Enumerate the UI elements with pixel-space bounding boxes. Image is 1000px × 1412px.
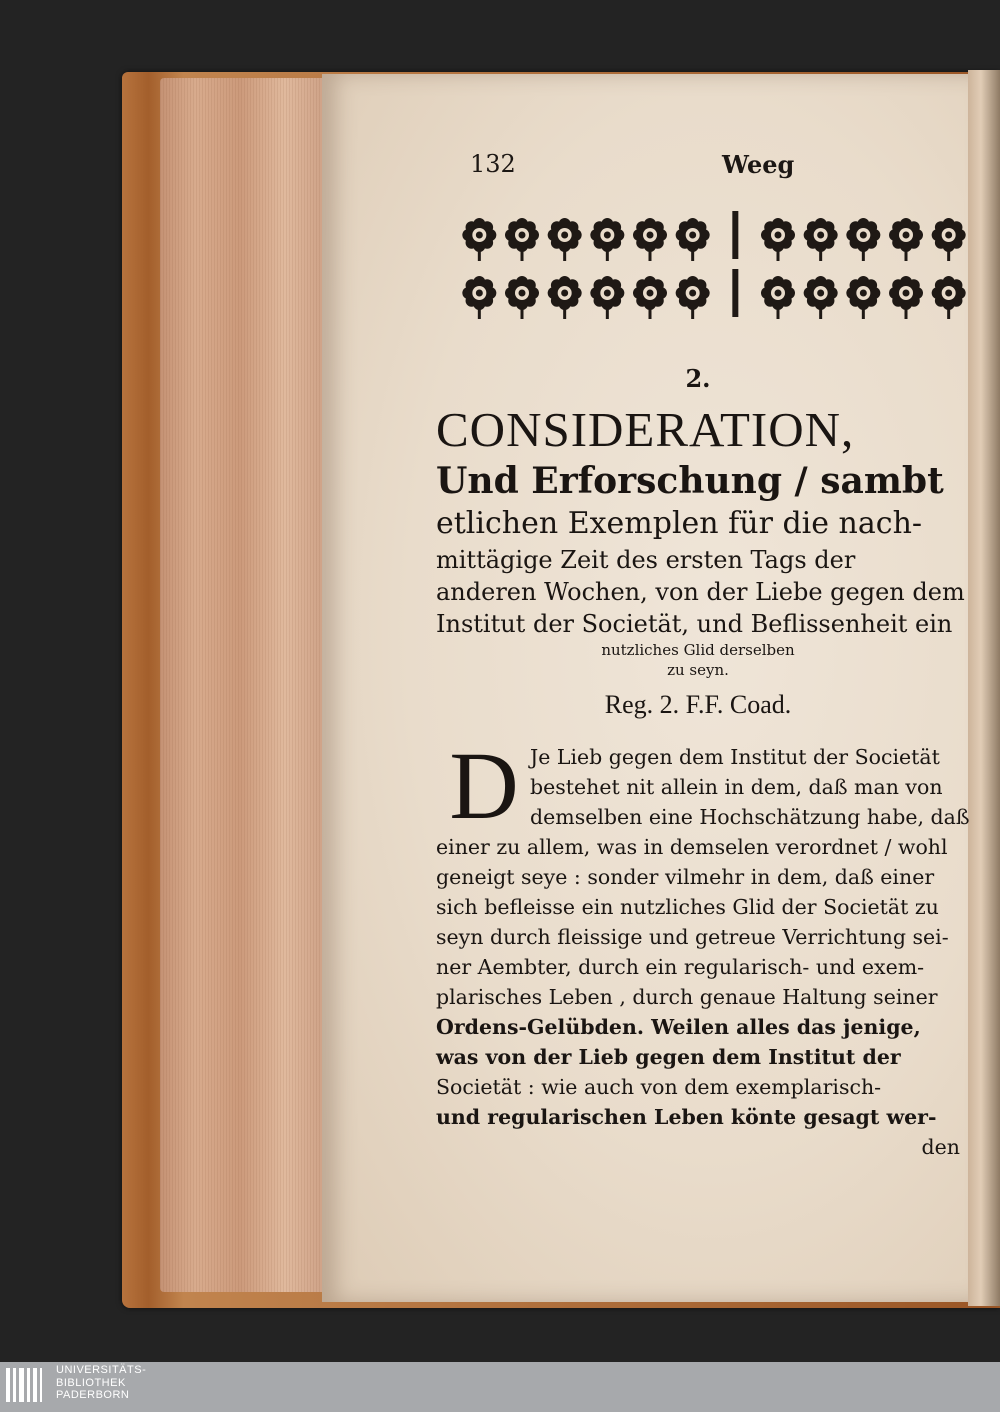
ornament-flower: [846, 276, 880, 319]
running-head-word: Weeg: [722, 150, 795, 179]
heading-line-1: Und Erforschung / sambt: [436, 460, 944, 502]
ornament-flower: [846, 218, 880, 261]
facing-page-edge: [968, 70, 1000, 1306]
body-line-catchword: den: [921, 1135, 960, 1159]
heading-main: CONSIDERATION,: [436, 402, 855, 457]
body-line: seyn durch fleissige und getreue Verrichtung sei-: [436, 925, 949, 949]
library-logo-icon: [4, 1364, 50, 1406]
logo-line-2: BIBLIOTHEK: [56, 1376, 126, 1389]
body-line: geneigt seye : sonder vilmehr in dem, daß einer: [436, 865, 935, 889]
text-block: [436, 364, 970, 1162]
ornament-flower: [732, 211, 738, 259]
drop-cap: D: [449, 732, 519, 839]
ornament-flower: [676, 218, 710, 261]
page-number: 132: [470, 150, 516, 178]
heading-line-4: anderen Wochen, von der Liebe gegen dem: [436, 578, 965, 606]
ornament-flowers: [458, 205, 970, 323]
body-line: und regularischen Leben könte gesagt wer-: [436, 1105, 937, 1129]
ornament-flower: [505, 218, 539, 261]
body-text: [436, 732, 970, 1162]
heading-line-5: Institut der Societät, und Beflissenheit ein: [436, 610, 953, 638]
heading-line-3: mittägige Zeit des ersten Tags der: [436, 546, 856, 574]
heading-line-2: etlichen Exemplen für die nach-: [436, 506, 923, 541]
ornament-flower: [761, 276, 795, 319]
heading-line-6: nutzliches Glid derselben: [601, 641, 795, 659]
page-block-edge: [160, 78, 338, 1292]
body-line: Societät : wie auch von dem exemplarisch-: [436, 1075, 882, 1099]
heading-number: 2.: [685, 364, 711, 393]
body-line: was von der Lieb gegen dem Institut der: [436, 1045, 901, 1069]
ornament-flower: [548, 276, 582, 319]
body-line: bestehet nit allein in dem, daß man von: [530, 775, 943, 799]
ornament-flower: [889, 276, 923, 319]
body-line: ner Aembter, durch ein regularisch- und exem-: [436, 955, 925, 979]
ornament-flower: [804, 276, 838, 319]
ornament-flower: [732, 269, 738, 317]
ornament-flower: [548, 218, 582, 261]
ornament-flower: [590, 218, 624, 261]
ornament-flower: [633, 276, 667, 319]
ornament-flower: [462, 218, 496, 261]
ornament-band: [458, 205, 970, 323]
ornament-flower: [462, 276, 496, 319]
ornament-flower: [804, 218, 838, 261]
ornament-flower: [889, 218, 923, 261]
body-line: demselben eine Hochschätzung habe, daß: [530, 805, 970, 829]
body-line: plarisches Leben , durch genaue Haltung seiner: [436, 985, 938, 1009]
ornament-flower: [676, 276, 710, 319]
ornament-flower: [633, 218, 667, 261]
heading-line-7: zu seyn.: [667, 661, 729, 679]
library-logo-text: [56, 1364, 256, 1402]
ornament-flower: [761, 218, 795, 261]
running-head: [470, 150, 950, 184]
logo-line-3: PADERBORN: [56, 1389, 130, 1401]
ornament-flower: [932, 276, 966, 319]
logo-line-1: UNIVERSITÄTS-: [56, 1364, 147, 1376]
body-line: sich befleisse ein nutzliches Glid der Societät zu: [436, 895, 939, 919]
rule-reference: Reg. 2. F.F. Coad.: [604, 690, 792, 719]
body-line: Je Lieb gegen dem Institut der Societät: [530, 745, 940, 769]
ornament-flower: [590, 276, 624, 319]
ornament-flower: [505, 276, 539, 319]
ornament-flower: [932, 218, 966, 261]
body-line: einer zu allem, was in demselen verordnet / wohl: [436, 835, 948, 859]
body-line: Ordens-Gelübden. Weilen alles das jenige,: [436, 1015, 921, 1039]
